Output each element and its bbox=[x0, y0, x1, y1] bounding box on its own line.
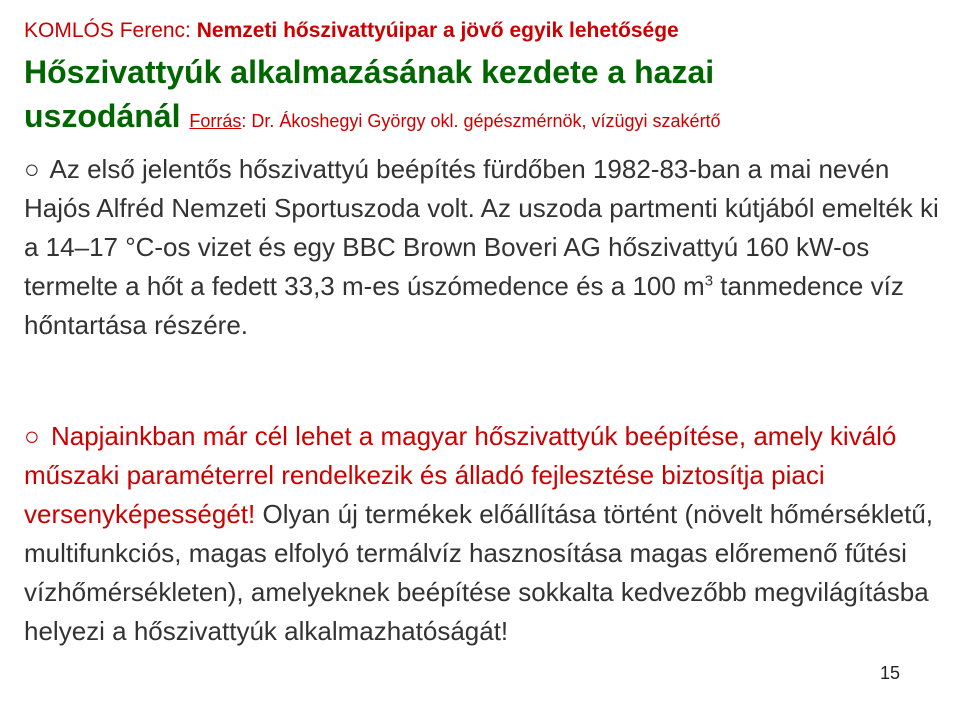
source-text: : Dr. Ákoshegyi György okl. gépészmérnök, vízügyi szakértő bbox=[241, 111, 721, 131]
paragraph1-text-end: tanmedence víz hőntartása részére. bbox=[24, 271, 904, 340]
source-label: Forrás bbox=[189, 111, 242, 131]
slide-header bbox=[24, 18, 950, 44]
header-author: KOMLÓS Ferenc: bbox=[24, 19, 197, 42]
bullet-circle-icon: ○ bbox=[24, 154, 40, 184]
source-citation bbox=[189, 111, 720, 131]
paragraph2-rest: Olyan új termékek előállítása történt (növelt hőmérsékletű, multifunkciós, magas elfolyó termálvíz hasznosítása magas előremenő fűtési vízhőmérsékleten), amelyeknek beépítése sokkalta kedvezőbb megvilágításba helyezi a hőszivattyúk alkalmazhatóságát! bbox=[24, 499, 934, 646]
paragraph-first-installation bbox=[24, 150, 946, 345]
paragraph-today bbox=[24, 417, 946, 651]
header-subtitle: Nemzeti hőszivattyúipar a jövő egyik lehetősége bbox=[196, 19, 679, 42]
bullet-circle-icon: ○ bbox=[24, 421, 40, 451]
slide-title bbox=[24, 50, 950, 143]
page-number: 15 bbox=[880, 663, 901, 683]
paragraph2-highlight: Napjainkban már cél lehet a magyar hőszivattyúk beépítése, amely kiváló műszaki paraméterrel rendelkezik és álladó fejlesztése biztosítja piaci versenyképességét! bbox=[24, 421, 897, 529]
paragraph1-text: Az első jelentős hőszivattyú beépítés fürdőben 1982-83-ban a mai nevén Hajós Alfréd Nemzeti Sportuszoda volt. Az uszoda partmenti kútjából emelték ki a 14‒17 °C-os vizet és egy BBC Brown Boveri AG hőszivattyú 160 kW-os termelte a hőt a fedett 33,3 m-es úszómedence és a 100 m bbox=[24, 154, 939, 301]
superscript-3: 3 bbox=[704, 272, 714, 290]
title-line-2-wrap bbox=[24, 94, 950, 143]
title-line-2: uszodánál bbox=[24, 98, 181, 134]
title-line-1: Hőszivattyúk alkalmazásának kezdete a hazai bbox=[24, 54, 715, 90]
